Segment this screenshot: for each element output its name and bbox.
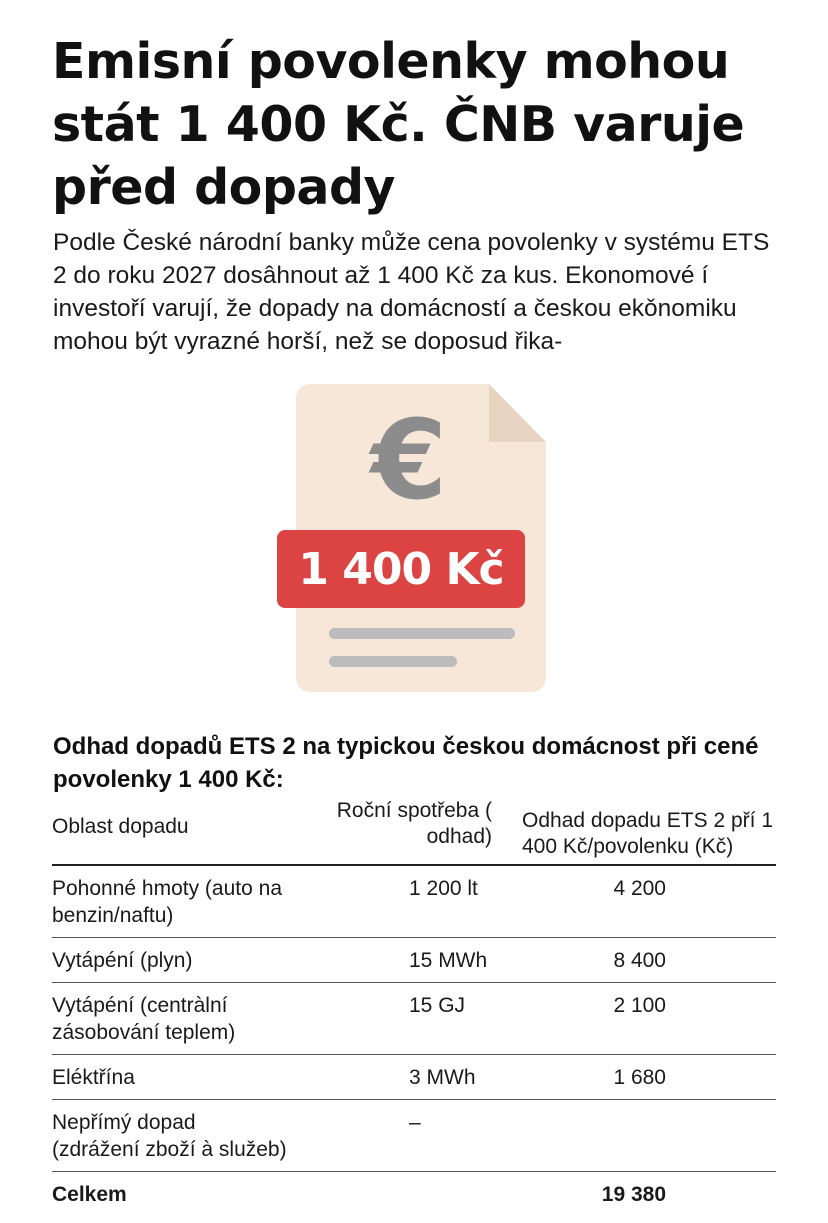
table-row: [52, 1055, 776, 1100]
total-label: Celkem: [52, 1183, 127, 1206]
table-row: [52, 1100, 776, 1172]
row-area: Eléktřína: [52, 1066, 135, 1089]
header-impact: Odhad dopadu ETS 2 pří 1 400 Kč/povolenku (Kč): [522, 809, 774, 858]
header-consumption: Roční spotřeba ( odhad): [336, 799, 492, 848]
row-impact: 1 680: [613, 1066, 666, 1089]
row-consumption: 3 MWh: [409, 1066, 476, 1089]
document-line-2: [329, 656, 457, 667]
table-title: Odhad dopadů ETS 2 na typickou českou domácnost při cené povolenky 1 400 Kč:: [53, 733, 759, 793]
total-impact: 19 380: [601, 1183, 666, 1206]
table-header-row: [52, 798, 776, 865]
euro-symbol: €: [370, 396, 448, 524]
row-impact: [500, 1100, 776, 1172]
impact-table: [52, 798, 776, 1216]
row-consumption: 15 GJ: [409, 994, 466, 1017]
row-area: Vytápéní (plyn): [52, 949, 193, 972]
row-impact: 2 100: [613, 994, 666, 1017]
table-row: [52, 983, 776, 1055]
row-area: Vytápéní (centràlní zásobování teplem): [52, 994, 236, 1044]
total-consumption: [287, 1172, 500, 1217]
row-area: Pohonné hmoty (auto na benzin/naftu): [52, 877, 282, 927]
row-consumption: –: [409, 1111, 421, 1134]
headline: Emisní povolenky mohou stát 1 400 Kč. ČNB varuje před dopady: [52, 33, 745, 216]
row-consumption: 15 MWh: [409, 949, 488, 972]
header-area: Oblast dopadu: [52, 815, 189, 838]
document-fold: [489, 384, 546, 442]
table-total-row: [52, 1172, 776, 1217]
table-row: [52, 865, 776, 938]
lead-paragraph: Podle České národní banky může cena povolenky v systému ETS 2 do roku 2027 dosâhnout až 1 400 Kč za kus. Ekonomové í investoří varují, že dopady na domácností a českou ekǒnomiku mohou být vyrazné horší, než se doposud řika-: [53, 229, 770, 355]
row-impact: 8 400: [613, 949, 666, 972]
price-badge: 1 400 Kč: [277, 530, 525, 608]
row-impact: 4 200: [613, 877, 666, 900]
row-area: Nepřímý dopad (zdrážení zboží à služeb): [52, 1111, 287, 1161]
row-consumption: 1 200 lt: [409, 877, 478, 900]
document-line-1: [329, 628, 515, 639]
table-row: [52, 938, 776, 983]
